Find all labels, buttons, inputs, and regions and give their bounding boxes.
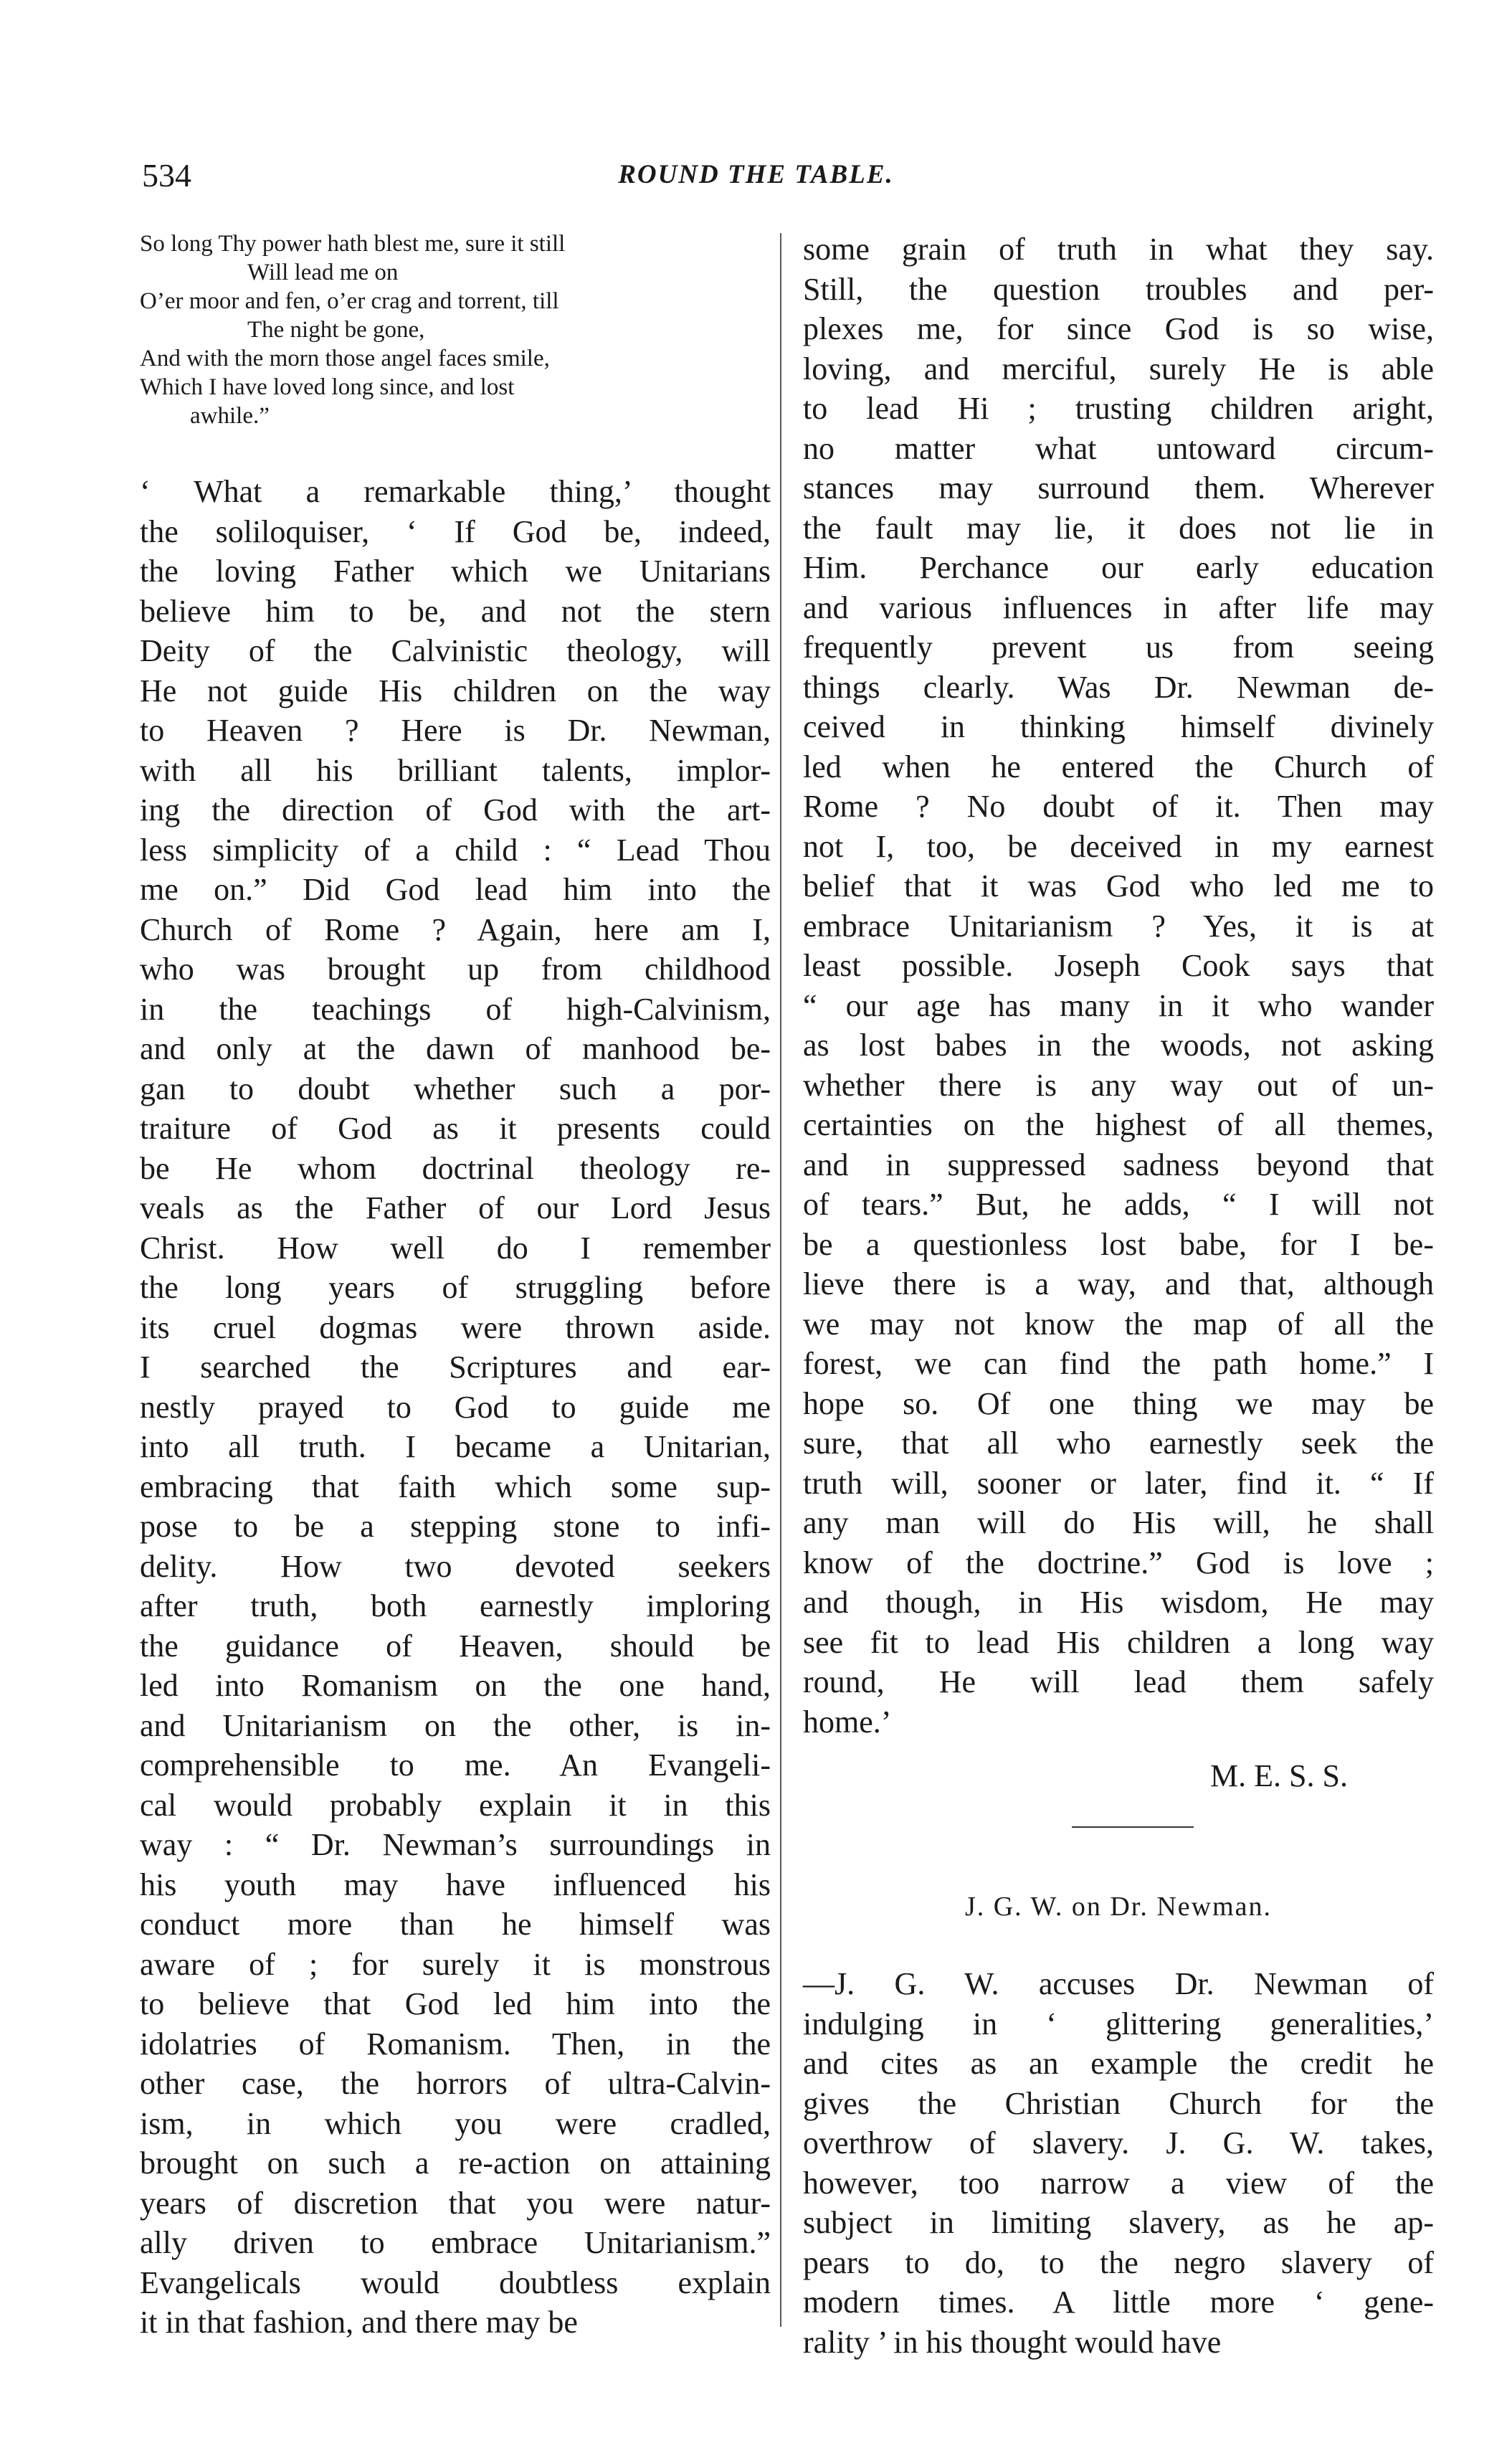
text-line: after truth, both earnestly imploring — [140, 1588, 771, 1623]
text-line: comprehensible to me. An Evangeli- — [140, 1747, 771, 1783]
text-line: ism, in which you were cradled, — [140, 2105, 771, 2141]
text-line: pose to be a stepping stone to infi- — [140, 1509, 771, 1544]
text-line: know of the doctrine.” God is love ; — [803, 1545, 1434, 1580]
text-line: aware of ; for surely it is monstrous — [140, 1946, 771, 1982]
text-line: hope so. Of one thing we may be — [803, 1385, 1434, 1421]
text-line: veals as the Father of our Lord Jesus — [140, 1190, 771, 1225]
text-line: ally driven to embrace Unitarianism.” — [140, 2225, 771, 2260]
text-line: to lead Hi ; trusting children aright, — [803, 391, 1434, 426]
text-line: less simplicity of a child : “ Lead Thou — [140, 832, 771, 868]
text-line: the fault may lie, it does not lie in — [803, 510, 1434, 546]
text-line: his youth may have influenced his — [140, 1867, 771, 1902]
text-line: and in suppressed sadness beyond that — [803, 1147, 1434, 1182]
text-line: to believe that God led him into the — [140, 1986, 771, 2021]
poem-line: awhile.” — [190, 403, 270, 429]
text-line: see fit to lead His children a long way — [803, 1624, 1434, 1660]
poem-line: And with the morn those angel faces smile, — [140, 346, 550, 371]
text-line: stances may surround them. Wherever — [803, 470, 1434, 506]
text-line: —J. G. W. accuses Dr. Newman of — [803, 1966, 1434, 2001]
text-line: ceived in thinking himself divinely — [803, 709, 1434, 744]
text-line: whether there is any way out of un- — [803, 1067, 1434, 1103]
text-line: not I, too, be deceived in my earnest — [803, 828, 1434, 864]
text-line: truth will, sooner or later, find it. “ If — [803, 1465, 1434, 1501]
text-line: and though, in His wisdom, He may — [803, 1585, 1434, 1620]
text-line: indulging in ‘ glittering generalities,’ — [803, 2006, 1434, 2041]
text-line: I searched the Scriptures and ear- — [140, 1350, 771, 1385]
text-line: it in that fashion, and there may be — [140, 2305, 578, 2340]
text-line: forest, we can find the path home.” I — [803, 1346, 1434, 1381]
text-line: led when he entered the Church of — [803, 749, 1434, 784]
text-line: the guidance of Heaven, should be — [140, 1628, 771, 1664]
section-separator — [1072, 1826, 1194, 1828]
text-line: loving, and merciful, surely He is able — [803, 351, 1434, 386]
text-line: other case, the horrors of ultra-Calvin- — [140, 2066, 771, 2101]
right-column — [803, 229, 1434, 2362]
text-line: ing the direction of God with the art- — [140, 792, 771, 827]
text-line: “ our age has many in it who wander — [803, 987, 1434, 1023]
text-line: into all truth. I became a Unitarian, — [140, 1429, 771, 1464]
text-line: the loving Father which we Unitarians — [140, 554, 771, 589]
text-line: frequently prevent us from seeing — [803, 630, 1434, 665]
text-line: gan to doubt whether such a por- — [140, 1071, 771, 1106]
text-line: the long years of struggling before — [140, 1270, 771, 1305]
text-line: and only at the dawn of manhood be- — [140, 1031, 771, 1066]
text-line: of tears.” But, he adds, “ I will not — [803, 1187, 1434, 1222]
text-line: lieve there is a way, and that, although — [803, 1266, 1434, 1301]
text-line: embracing that faith which some sup- — [140, 1469, 771, 1504]
left-column-text — [140, 472, 771, 2343]
text-line: and cites as an example the credit he — [803, 2046, 1434, 2081]
text-line: things clearly. Was Dr. Newman de- — [803, 669, 1434, 705]
text-line: home.’ — [803, 1704, 892, 1740]
right-column-text — [803, 229, 1434, 1742]
text-line: as lost babes in the woods, not asking — [803, 1028, 1434, 1063]
text-line: ‘ What a remarkable thing,’ thought — [140, 474, 771, 509]
text-line: brought on such a re-action on attaining — [140, 2145, 771, 2181]
text-line: least possible. Joseph Cook says that — [803, 948, 1434, 983]
text-line: years of discretion that you were natur- — [140, 2185, 771, 2221]
text-line: modern times. A little more ‘ gene- — [803, 2285, 1434, 2320]
text-line: and Unitarianism on the other, is in- — [140, 1707, 771, 1743]
column-divider — [780, 233, 781, 2327]
text-line: idolatries of Romanism. Then, in the — [140, 2026, 771, 2062]
text-line: Christ. How well do I remember — [140, 1230, 771, 1266]
text-line: with all his brilliant talents, implor- — [140, 752, 771, 788]
poem-quote — [140, 229, 771, 430]
text-line: however, too narrow a view of the — [803, 2165, 1434, 2201]
text-line: to Heaven ? Here is Dr. Newman, — [140, 713, 771, 748]
text-line: way : “ Dr. Newman’s surroundings in — [140, 1827, 771, 1862]
text-line: led into Romanism on the one hand, — [140, 1668, 771, 1703]
text-line: certainties on the highest of all themes, — [803, 1107, 1434, 1142]
text-line: rality ’ in his thought would have — [803, 2324, 1222, 2360]
poem-line: So long Thy power hath blest me, sure it still — [140, 231, 566, 257]
text-line: believe him to be, and not the stern — [140, 593, 771, 629]
author-signature: M. E. S. S. — [1210, 1758, 1348, 1793]
text-line: overthrow of slavery. J. G. W. takes, — [803, 2125, 1434, 2160]
text-line: Evangelicals would doubtless explain — [140, 2264, 771, 2300]
text-line: traiture of God as it presents could — [140, 1111, 771, 1146]
text-line: cal would probably explain it in this — [140, 1787, 771, 1823]
text-line: delity. How two devoted seekers — [140, 1548, 771, 1584]
text-line: plexes me, for since God is so wise, — [803, 311, 1434, 346]
running-head — [0, 156, 1512, 199]
text-line: and various influences in after life may — [803, 589, 1434, 625]
poem-line: Will lead me on — [247, 260, 399, 285]
text-line: Him. Perchance our early education — [803, 550, 1434, 585]
text-line: in the teachings of high-Calvinism, — [140, 991, 771, 1027]
text-line: me on.” Did God lead him into the — [140, 872, 771, 907]
text-line: Rome ? No doubt of it. Then may — [803, 789, 1434, 824]
text-line: the soliloquiser, ‘ If God be, indeed, — [140, 513, 771, 549]
text-line: some grain of truth in what they say. — [803, 232, 1434, 267]
poem-line: The night be gone, — [247, 317, 425, 343]
text-line: sure, that all who earnestly seek the — [803, 1426, 1434, 1461]
left-column — [140, 229, 771, 2343]
poem-line: O’er moor and fen, o’er crag and torrent, till — [140, 288, 559, 314]
text-line: Church of Rome ? Again, here am I, — [140, 911, 771, 947]
section-heading: J. G. W. on Dr. Newman. — [964, 1892, 1273, 1922]
text-line: no matter what untoward circum- — [803, 430, 1434, 466]
text-line: be a questionless lost babe, for I be- — [803, 1226, 1434, 1262]
running-title: ROUND THE TABLE. — [618, 160, 894, 189]
text-line: who was brought up from childhood — [140, 952, 771, 987]
text-line: conduct more than he himself was — [140, 1907, 771, 1942]
text-line: Still, the question troubles and per- — [803, 271, 1434, 307]
text-line: gives the Christian Church for the — [803, 2085, 1434, 2121]
text-line: embrace Unitarianism ? Yes, it is at — [803, 908, 1434, 944]
text-line: belief that it was God who led me to — [803, 868, 1434, 903]
text-line: pears to do, to the negro slavery of — [803, 2244, 1434, 2280]
text-line: be He whom doctrinal theology re- — [140, 1150, 771, 1186]
text-line: any man will do His will, he shall — [803, 1505, 1434, 1540]
text-line: nestly prayed to God to guide me — [140, 1389, 771, 1425]
page-number: 534 — [142, 157, 191, 194]
text-line: He not guide His children on the way — [140, 673, 771, 708]
text-line: Deity of the Calvinistic theology, will — [140, 633, 771, 668]
section-text — [803, 1964, 1434, 2362]
text-line: we may not know the map of all the — [803, 1306, 1434, 1342]
text-line: round, He will lead them safely — [803, 1664, 1434, 1699]
text-line: subject in limiting slavery, as he ap- — [803, 2205, 1434, 2240]
text-line: its cruel dogmas were thrown aside. — [140, 1309, 771, 1345]
poem-line: Which I have loved long since, and lost — [140, 374, 515, 400]
